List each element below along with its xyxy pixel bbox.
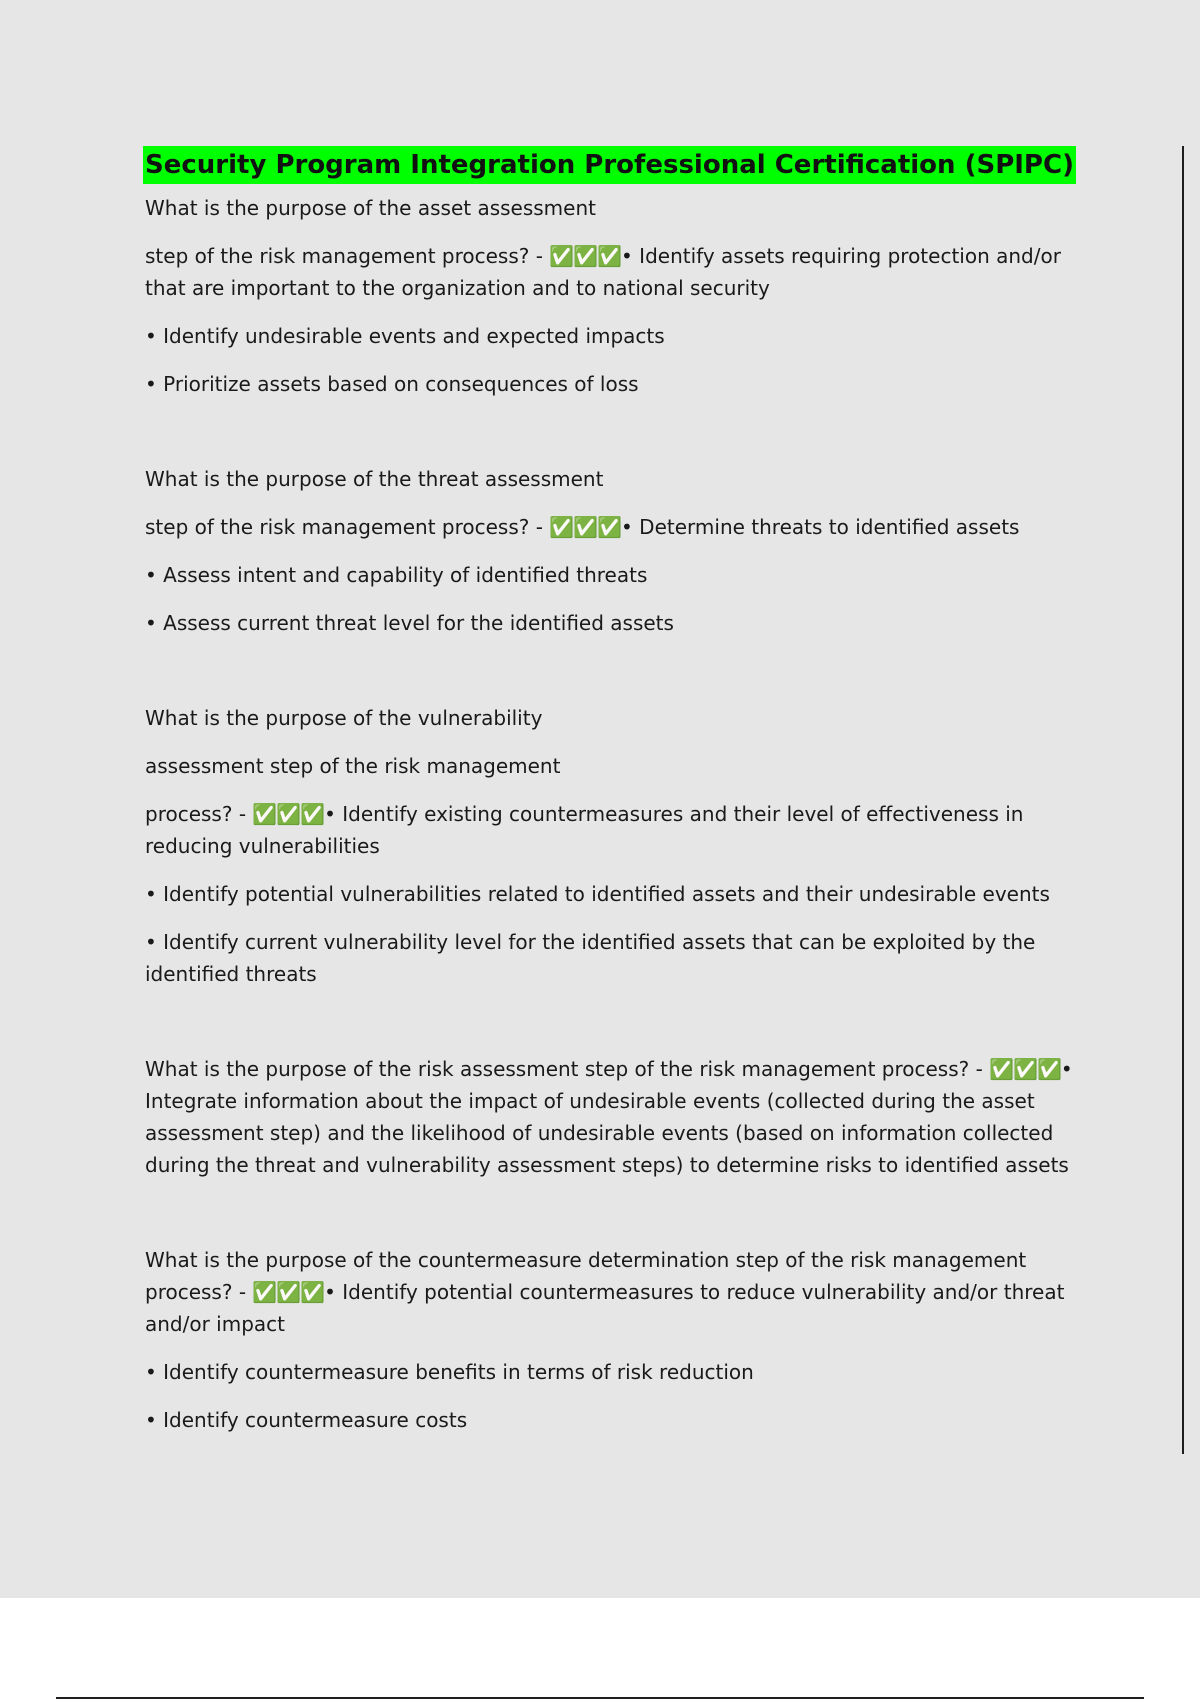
question-line: assessment step of the risk management — [145, 754, 561, 778]
check-icons: ✅✅✅ — [549, 515, 622, 539]
right-margin-rule — [1182, 146, 1184, 1454]
qa-block-threat-assessment — [145, 463, 1095, 639]
question-answer-line — [145, 1053, 1095, 1181]
answer-bullet: • Identify undesirable events and expected impacts — [145, 324, 665, 348]
question-text: step of the risk management process? - — [145, 515, 550, 539]
question-text: process? - — [145, 802, 253, 826]
question-answer-line — [145, 240, 1095, 304]
answer-bullet: • Prioritize assets based on consequences of loss — [145, 372, 639, 396]
check-icons: ✅✅✅ — [252, 802, 325, 826]
qa-block-vulnerability-assessment — [145, 702, 1095, 990]
check-icons: ✅✅✅ — [252, 1280, 325, 1304]
question-line: What is the purpose of the vulnerability — [145, 706, 543, 730]
question-text: step of the risk management process? - — [145, 244, 550, 268]
qa-block-countermeasure-determination — [145, 1244, 1095, 1436]
answer-bullet: • Identify countermeasure costs — [145, 1408, 468, 1432]
question-text: What is the purpose of the countermeasure determination step of the risk management process? - — [145, 1248, 1027, 1304]
answer-bullet: • Identify potential vulnerabilities related to identified assets and their undesirable events — [145, 882, 1050, 906]
question-answer-line — [145, 511, 1095, 543]
question-text: What is the purpose of the risk assessment step of the risk management process? - — [145, 1057, 990, 1081]
document-body — [145, 146, 1095, 1452]
qa-block-asset-assessment — [145, 192, 1095, 400]
document-title: Security Program Integration Professional Certification (SPIPC) — [143, 146, 1076, 184]
answer-text: • Integrate information about the impact of undesirable events (collected during the asset assessment step) and the likelihood of undesirable events (based on information collected during the threat and vulnerability assessment steps) to determine risks to identified assets — [145, 1057, 1073, 1177]
check-icons: ✅✅✅ — [989, 1057, 1061, 1081]
answer-bullet: • Identify countermeasure benefits in terms of risk reduction — [145, 1360, 754, 1384]
answer-bullet: • Assess current threat level for the identified assets — [145, 611, 674, 635]
answer-text: • Identify potential countermeasures to reduce vulnerability and/or threat and/or impact — [145, 1280, 1065, 1336]
answer-bullet: • Assess intent and capability of identified threats — [145, 563, 648, 587]
footer-rule — [56, 1697, 1144, 1699]
answer-text: • Identify assets requiring protection and/or that are important to the organization and to national security — [145, 244, 1061, 300]
question-line: What is the purpose of the threat assessment — [145, 467, 604, 491]
answer-bullet: • Identify current vulnerability level for the identified assets that can be exploited by the identified threats — [145, 930, 1036, 986]
answer-text: • Identify existing countermeasures and their level of effectiveness in reducing vulnerabilities — [145, 802, 1024, 858]
answer-text: • Determine threats to identified assets — [621, 515, 1020, 539]
question-answer-line — [145, 798, 1095, 862]
check-icons: ✅✅✅ — [549, 244, 622, 268]
qa-block-risk-assessment — [145, 1053, 1095, 1181]
question-answer-line — [145, 1244, 1095, 1340]
question-line: What is the purpose of the asset assessment — [145, 196, 596, 220]
